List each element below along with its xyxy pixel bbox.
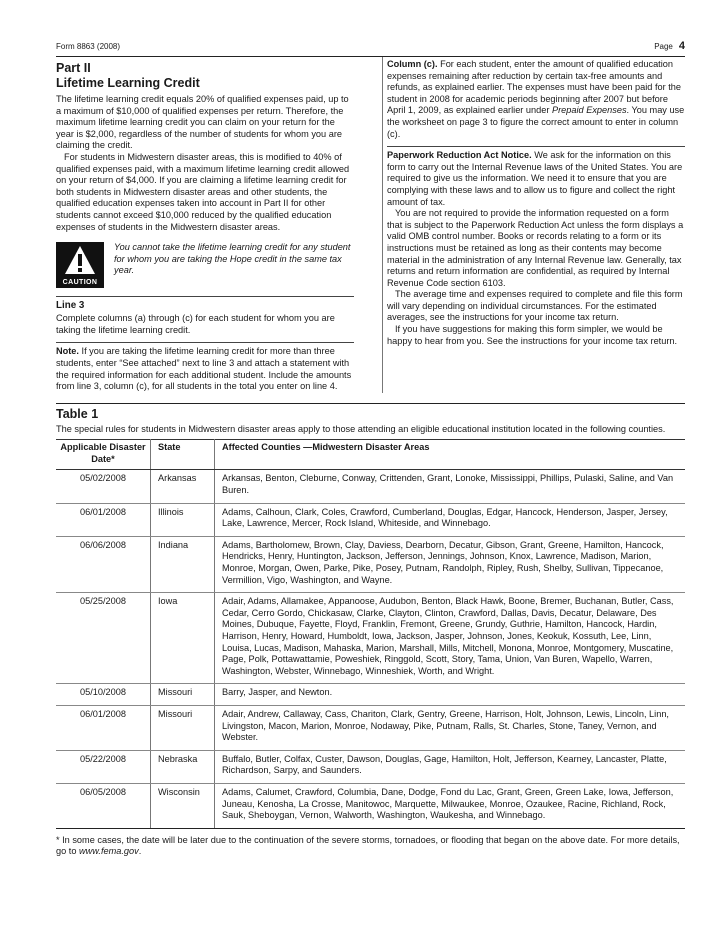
right-column [382,57,685,393]
cell-counties: Adair, Andrew, Callaway, Cass, Chariton, Clark, Gentry, Greene, Harrison, Holt, Johnson, Lewis, Lincoln, Linn, Livingston, Macon, Marion, Monroe, Nodaway, Pike, Putnam, Ralls, St. Charles, Stone, Taney, Vernon, and Webster. [215,705,686,750]
cell-counties: Buffalo, Butler, Colfax, Custer, Dawson, Douglas, Gage, Hamilton, Holt, Jefferson, Kearney, Lancaster, Platte, Richardson, Sarpy, and Saunders. [215,750,686,783]
line3-text: Complete columns (a) through (c) for each student for whom you are taking the lifetime learning credit. [56,313,335,335]
form-page [56,40,685,858]
line3-heading: Line 3 [56,300,85,312]
counties-table [56,439,685,828]
cell-date: 06/06/2008 [56,536,151,592]
cell-state: Wisconsin [151,783,215,828]
pra-paragraph-3: The average time and expenses required to complete and file this form will vary depending on individual circumstances. For the estimated averages, see the instructions for your income tax return. [387,289,683,323]
col-header-state: State [151,440,215,470]
cell-date: 05/10/2008 [56,684,151,706]
cell-counties: Adams, Calhoun, Clark, Coles, Crawford, Cumberland, Douglas, Edgar, Hancock, Henderson, Jasper, Jersey, Lake, Lawrence, Mercer, Rock Island, Whiteside, and Winnebago. [215,503,686,536]
pra-paragraph-4: If you have suggestions for making this form simpler, we would be happy to hear from you. See the instructions for your income tax return. [387,324,678,346]
caution-box [56,242,354,288]
table-row [56,593,685,684]
llc-paragraph-2: For students in Midwestern disaster areas, this is modified to 40% of qualified expenses paid, with a maximum lifetime learning credit allowed on your return of $4,000. If you are claiming a lifetime learning credit for both students in Midwestern disaster areas and other students, the qualified education expenses taken into account in Part II for other students cannot exceed $10,000 reduced by the qualified education expenses of students in the Midwestern disaster areas. [56,151,350,232]
cell-state: Missouri [151,705,215,750]
divider [387,146,685,147]
paperwork-reduction-paragraph: Paperwork Reduction Act Notice. We ask for the information on this form to carry out the Internal Revenue laws of the United States. You are required to give us the information. We need it to ensure that you are complying with these laws and to allow us to figure and collect the right amount of tax. [387,150,683,207]
fema-link[interactable]: www.fema.gov [79,846,139,857]
cell-date: 05/02/2008 [56,470,151,503]
page-number: 4 [678,40,685,52]
col-header-date: Applicable Disaster Date* [56,440,151,470]
table-row [56,684,685,706]
page-header [56,40,685,57]
left-column [56,57,354,393]
caution-label: CAUTION [62,279,98,287]
cell-date: 05/22/2008 [56,750,151,783]
caution-text: You cannot take the lifetime learning credit for any student for whom you are taking the Hope credit in the same tax year. [114,242,351,276]
table-header-row [56,440,685,470]
pra-paragraph-2: You are not required to provide the information requested on a form that is subject to the Paperwork Reduction Act unless the form displays a valid OMB control number. Books or records relating to a form or its instructions must be retained as long as their contents may become material in the administration of any Internal Revenue law. Generally, tax returns and return information are confidential, as required by Internal Revenue Code section 6103. [387,208,684,288]
note-paragraph: Note. If you are taking the lifetime learning credit for more than three students, enter “See attached” next to line 3 and attach a statement with the required information for each additional student. Include the amounts from line 3, column (c), for all students in the total you enter on line 4. [56,346,352,392]
table-row [56,750,685,783]
cell-counties: Adams, Bartholomew, Brown, Clay, Daviess, Dearborn, Decatur, Gibson, Grant, Greene, Hamilton, Hancock, Hendricks, Henry, Huntington, Jackson, Jefferson, Jennings, Johnson, Knox, Lawrence, Madison, Marion, Monroe, Morgan, Owen, Parke, Pike, Posey, Putnam, Randolph, Ripley, Rush, Shelby, Sullivan, Tippecanoe, Vermillion, Vigo, Washington, and Wayne. [215,536,686,592]
divider [56,342,354,343]
cell-state: Missouri [151,684,215,706]
table1-title: Table 1 [56,406,99,421]
cell-date: 06/05/2008 [56,783,151,828]
cell-counties: Barry, Jasper, and Newton. [215,684,686,706]
part-title: Part II Lifetime Learning Credit [56,61,200,90]
note-label: Note. [56,346,79,357]
cell-date: 06/01/2008 [56,503,151,536]
caution-icon [56,242,104,288]
form-label: Form 8863 (2008) [56,42,121,51]
cell-counties: Adams, Calumet, Crawford, Columbia, Dane, Dodge, Fond du Lac, Grant, Green, Green Lake, Iowa, Jefferson, Juneau, Kenosha, La Crosse, Manitowoc, Marquette, Milwaukee, Monroe, Ozaukee, Racine, Richland, Rock, Sauk, Sheboygan, Vernon, Walworth, Washington, Waukesha, and Winnebago. [215,783,686,828]
table-row [56,503,685,536]
cell-counties: Adair, Adams, Allamakee, Appanoose, Audubon, Benton, Black Hawk, Boone, Bremer, Buchanan, Butler, Cass, Cedar, Cerro Gordo, Chickasaw, Clarke, Clayton, Clinton, Crawford, Dallas, Davis, Decatur, Delaware, Des Moines, Dubuque, Fayette, Floyd, Franklin, Fremont, Greene, Grundy, Guthrie, Hamilton, Hancock, Hardin, Harrison, Henry, Howard, Humboldt, Iowa, Jackson, Jasper, Johnson, Jones, Keokuk, Kossuth, Lee, Linn, Louisa, Lucas, Madison, Mahaska, Marion, Marshall, Mills, Mitchell, Monona, Monroe, Montgomery, Muscatine, Page, Polk, Pottawattamie, Poweshiek, Ringgold, Scott, Story, Tama, Union, Van Buren, Wapello, Warren, Washington, Webster, Winnebago, Winneshiek, Worth, and Wright. [215,593,686,684]
cell-state: Illinois [151,503,215,536]
cell-state: Nebraska [151,750,215,783]
table-row [56,536,685,592]
cell-state: Iowa [151,593,215,684]
table-row [56,470,685,503]
table-row [56,783,685,828]
table-row [56,705,685,750]
table1-section [56,403,685,858]
cell-date: 06/01/2008 [56,705,151,750]
divider [56,296,354,297]
llc-paragraph-1: The lifetime learning credit equals 20% of qualified expenses paid, up to a maximum of $10,000 of qualified expenses per return. Therefore, the maximum lifetime learning credit you can claim on your return for the year is $2,000, regardless of the number of students for whom you are claiming the credit. [56,94,349,151]
two-column-body [56,57,685,393]
page-indicator: Page 4 [654,40,685,52]
cell-state: Arkansas [151,470,215,503]
table-footnote: * In some cases, the date will be later due to the continuation of the severe storms, tornadoes, or flooding that began on the above date. For more details, go to www.fema.gov. [56,834,680,857]
cell-date: 05/25/2008 [56,593,151,684]
cell-counties: Arkansas, Benton, Cleburne, Conway, Crittenden, Grant, Lonoke, Mississippi, Phillips, Pulaski, Saline, and Van Buren. [215,470,686,503]
col-header-counties: Affected Counties —Midwestern Disaster Areas [215,440,686,470]
cell-state: Indiana [151,536,215,592]
column-c-paragraph: Column (c). For each student, enter the amount of qualified education expenses remaining after reduction by certain tax-free amounts and refunds, as explained earlier. The expenses must have been paid for the student in 2008 for academic periods beginning after 2007 but before April 1, 2009, as explained earlier under Prepaid Expenses. You may use the worksheet on page 3 to figure the correct amount to enter in column (c). [387,59,685,139]
table1-intro: The special rules for students in Midwestern disaster areas apply to those attending an eligible educational institution located in the following counties. [56,423,666,434]
